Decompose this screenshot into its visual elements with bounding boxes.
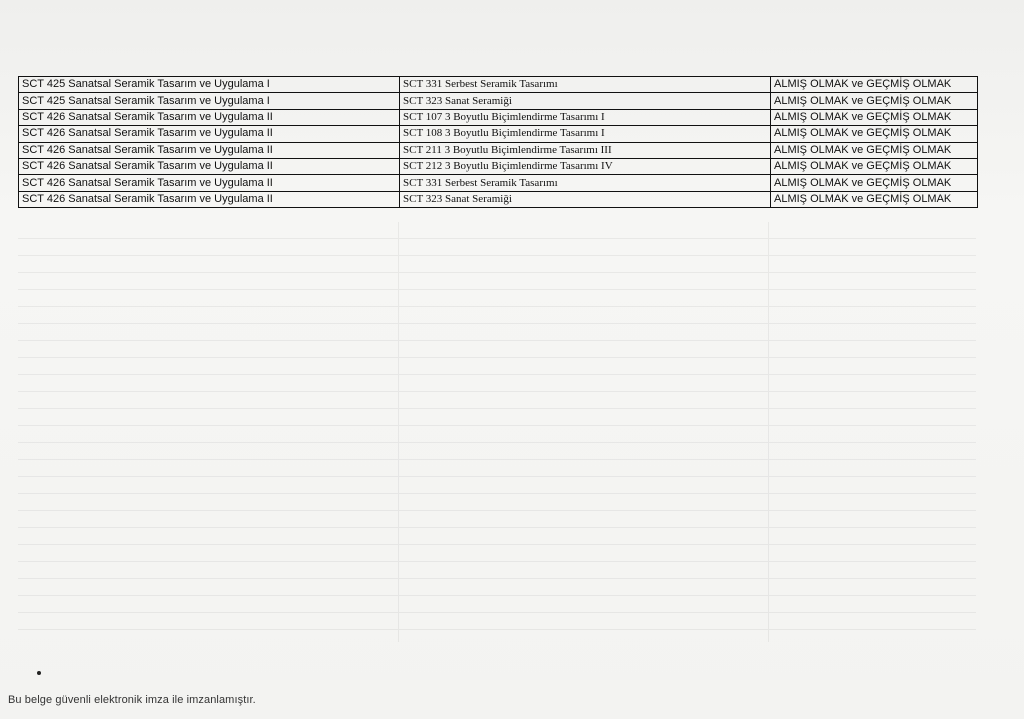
equivalent-course-cell: SCT 108 3 Boyutlu Biçimlendirme Tasarımı I [400,126,771,142]
equivalent-course-cell: SCT 211 3 Boyutlu Biçimlendirme Tasarımı III [400,142,771,158]
equivalent-course-cell: SCT 323 Sanat Seramiği [400,191,771,207]
condition-cell: ALMIŞ OLMAK ve GEÇMİŞ OLMAK [771,93,978,109]
condition-cell: ALMIŞ OLMAK ve GEÇMİŞ OLMAK [771,175,978,191]
table-row [19,142,978,158]
e-signature-note: Bu belge güvenli elektronik imza ile imzanlamıştır. [8,694,256,706]
table-row [19,126,978,142]
condition-cell: ALMIŞ OLMAK ve GEÇMİŞ OLMAK [771,126,978,142]
equivalent-course-cell: SCT 331 Serbest Seramik Tasarımı [400,175,771,191]
table-row [19,191,978,207]
bleed-through-background [18,222,976,642]
course-cell: SCT 426 Sanatsal Seramik Tasarım ve Uygulama II [19,191,400,207]
course-cell: SCT 426 Sanatsal Seramik Tasarım ve Uygulama II [19,142,400,158]
course-cell: SCT 426 Sanatsal Seramik Tasarım ve Uygulama II [19,158,400,174]
equivalent-course-cell: SCT 107 3 Boyutlu Biçimlendirme Tasarımı I [400,109,771,125]
ink-dot [37,671,41,675]
course-cell: SCT 426 Sanatsal Seramik Tasarım ve Uygulama II [19,175,400,191]
table-row [19,93,978,109]
course-equivalence-table [18,76,978,208]
condition-cell: ALMIŞ OLMAK ve GEÇMİŞ OLMAK [771,109,978,125]
condition-cell: ALMIŞ OLMAK ve GEÇMİŞ OLMAK [771,158,978,174]
equivalent-course-cell: SCT 331 Serbest Seramik Tasarımı [400,77,771,93]
table-row [19,158,978,174]
condition-cell: ALMIŞ OLMAK ve GEÇMİŞ OLMAK [771,191,978,207]
course-cell: SCT 426 Sanatsal Seramik Tasarım ve Uygulama II [19,126,400,142]
course-cell: SCT 426 Sanatsal Seramik Tasarım ve Uygulama II [19,109,400,125]
equivalent-course-cell: SCT 323 Sanat Seramiği [400,93,771,109]
course-cell: SCT 425 Sanatsal Seramik Tasarım ve Uygulama I [19,77,400,93]
table-row [19,77,978,93]
condition-cell: ALMIŞ OLMAK ve GEÇMİŞ OLMAK [771,142,978,158]
table-row [19,109,978,125]
table-row [19,175,978,191]
condition-cell: ALMIŞ OLMAK ve GEÇMİŞ OLMAK [771,77,978,93]
equivalent-course-cell: SCT 212 3 Boyutlu Biçimlendirme Tasarımı IV [400,158,771,174]
course-cell: SCT 425 Sanatsal Seramik Tasarım ve Uygulama I [19,93,400,109]
